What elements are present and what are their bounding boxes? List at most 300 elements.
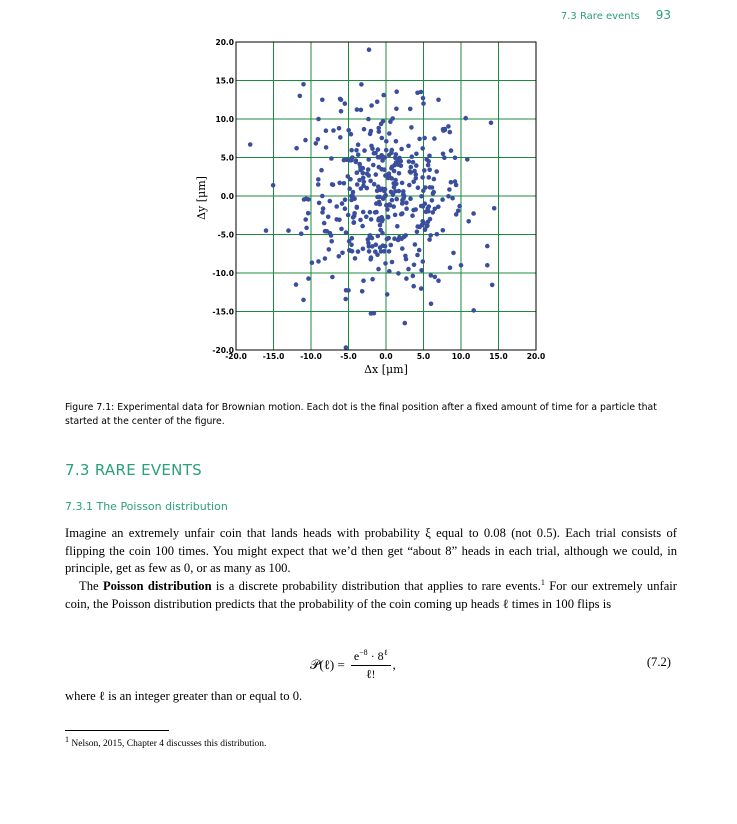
data-point bbox=[387, 249, 392, 254]
running-head-section: 7.3 Rare events bbox=[560, 11, 640, 22]
data-point bbox=[421, 221, 426, 226]
poisson-equation bbox=[310, 648, 396, 682]
data-point bbox=[338, 135, 343, 140]
data-point bbox=[419, 286, 424, 291]
x-axis-label: Δx [μm] bbox=[364, 363, 408, 376]
equation-trail: , bbox=[392, 657, 396, 672]
data-point bbox=[362, 148, 367, 153]
x-tick-labels bbox=[225, 352, 545, 361]
paragraph-2 bbox=[65, 578, 677, 613]
data-point bbox=[347, 239, 352, 244]
data-point bbox=[329, 156, 334, 161]
footnote-text: Nelson, 2015, Chapter 4 discusses this distribution. bbox=[69, 739, 267, 749]
footnote-reference[interactable]: 1 bbox=[540, 577, 545, 587]
data-point bbox=[286, 228, 291, 233]
num-exponent-2: ℓ bbox=[383, 648, 388, 657]
data-point bbox=[424, 210, 429, 215]
data-point bbox=[383, 173, 388, 178]
data-point bbox=[380, 243, 385, 248]
x-tick-label: -15.0 bbox=[262, 352, 285, 361]
data-point bbox=[376, 155, 381, 160]
data-point bbox=[414, 176, 419, 181]
data-point bbox=[446, 124, 451, 129]
data-point bbox=[457, 204, 462, 209]
data-point bbox=[391, 181, 396, 186]
data-point bbox=[441, 228, 446, 233]
data-point bbox=[427, 168, 432, 173]
data-point bbox=[329, 239, 334, 244]
data-point bbox=[392, 163, 397, 168]
data-point bbox=[301, 298, 306, 303]
data-point bbox=[394, 107, 399, 112]
data-point bbox=[422, 136, 427, 141]
data-point bbox=[421, 101, 426, 106]
data-point bbox=[337, 254, 342, 259]
data-point bbox=[489, 121, 494, 126]
data-point bbox=[369, 311, 374, 316]
data-point bbox=[404, 201, 409, 206]
data-point bbox=[352, 220, 357, 225]
data-point bbox=[330, 275, 335, 280]
data-point bbox=[408, 196, 413, 201]
data-point bbox=[368, 233, 373, 238]
data-point bbox=[492, 206, 497, 211]
data-point bbox=[407, 183, 412, 188]
data-point bbox=[294, 282, 299, 287]
data-point bbox=[410, 213, 415, 218]
data-point bbox=[346, 288, 351, 293]
footnote bbox=[65, 734, 267, 749]
data-point bbox=[354, 160, 359, 165]
paragraph-2-mid: is a discrete probability distribution that applies to rare events. bbox=[211, 579, 541, 593]
data-point bbox=[310, 260, 315, 265]
data-point bbox=[441, 152, 446, 157]
data-point bbox=[356, 142, 361, 147]
data-point bbox=[320, 194, 325, 199]
data-point bbox=[432, 177, 437, 182]
data-point bbox=[343, 297, 348, 302]
data-point bbox=[450, 196, 455, 201]
data-point bbox=[406, 144, 411, 149]
data-point bbox=[339, 109, 344, 114]
data-point bbox=[393, 213, 398, 218]
data-point bbox=[415, 224, 420, 229]
data-point bbox=[412, 263, 417, 268]
data-point bbox=[349, 198, 354, 203]
data-point bbox=[419, 194, 424, 199]
data-point bbox=[415, 229, 420, 234]
data-point bbox=[406, 267, 411, 272]
data-point bbox=[427, 175, 432, 180]
data-point bbox=[317, 201, 322, 206]
data-point bbox=[374, 172, 379, 177]
data-point bbox=[435, 232, 440, 237]
data-point bbox=[324, 128, 329, 133]
data-point bbox=[420, 175, 425, 180]
data-point bbox=[403, 233, 408, 238]
data-point bbox=[447, 187, 452, 192]
x-tick-label: 5.0 bbox=[416, 352, 431, 361]
y-axis-label: Δy [μm] bbox=[195, 176, 208, 220]
data-point bbox=[334, 204, 339, 209]
footnote-rule bbox=[65, 730, 169, 731]
data-point bbox=[456, 209, 461, 214]
data-point bbox=[377, 129, 382, 134]
data-point bbox=[322, 221, 327, 226]
data-point bbox=[389, 243, 394, 248]
num-base: e bbox=[353, 649, 360, 663]
data-point bbox=[337, 218, 342, 223]
y-tick-label: 5.0 bbox=[220, 153, 234, 163]
data-point bbox=[446, 194, 451, 199]
data-point bbox=[424, 157, 429, 162]
data-point bbox=[306, 276, 311, 281]
data-point bbox=[465, 157, 470, 162]
data-point bbox=[400, 181, 405, 186]
data-point bbox=[383, 194, 388, 199]
data-point bbox=[384, 148, 389, 153]
data-point bbox=[349, 194, 354, 199]
data-point bbox=[303, 138, 308, 143]
data-point bbox=[404, 206, 409, 211]
data-point bbox=[423, 185, 428, 190]
data-point bbox=[400, 246, 405, 251]
data-point bbox=[264, 228, 269, 233]
data-point bbox=[485, 244, 490, 249]
data-point bbox=[404, 276, 409, 281]
data-point bbox=[302, 197, 307, 202]
data-point bbox=[356, 249, 361, 254]
data-point bbox=[423, 227, 428, 232]
data-point bbox=[459, 263, 464, 268]
x-tick-label: -10.0 bbox=[300, 352, 322, 361]
data-point bbox=[346, 174, 351, 179]
x-tick-label: 15.0 bbox=[489, 352, 508, 361]
y-tick-label: -5.0 bbox=[217, 230, 234, 240]
data-point bbox=[355, 107, 360, 112]
data-point bbox=[396, 238, 401, 243]
data-point bbox=[399, 147, 404, 152]
data-point bbox=[383, 261, 388, 266]
data-point bbox=[343, 197, 348, 202]
data-point bbox=[328, 231, 333, 236]
data-point bbox=[394, 197, 399, 202]
data-point bbox=[382, 189, 387, 194]
data-point bbox=[366, 167, 371, 172]
chart-points bbox=[248, 47, 497, 349]
data-point bbox=[375, 253, 380, 258]
data-point bbox=[271, 183, 276, 188]
paragraph-1: Imagine an extremely unfair coin that lands heads with probability ξ equal to 0.08 (not 0.5). Each trial consists of flipping the coin 100 times. You might expect that we’d then get “about 8” heads in each trial, although we could, in principle, get as few as 0, or as many as 100. bbox=[65, 526, 677, 575]
data-point bbox=[316, 182, 321, 187]
data-point bbox=[323, 256, 328, 261]
data-point bbox=[400, 211, 405, 216]
data-point bbox=[354, 148, 359, 153]
data-point bbox=[471, 211, 476, 216]
data-point bbox=[316, 137, 321, 142]
data-point bbox=[340, 201, 345, 206]
data-point bbox=[345, 158, 350, 163]
x-tick-label: 10.0 bbox=[451, 352, 471, 361]
data-point bbox=[453, 156, 458, 161]
data-point bbox=[304, 226, 309, 231]
brownian-scatter-chart bbox=[0, 0, 737, 400]
data-point bbox=[376, 267, 381, 272]
y-tick-label: -10.0 bbox=[212, 269, 234, 278]
data-point bbox=[385, 237, 390, 242]
data-point bbox=[400, 201, 405, 206]
data-point bbox=[366, 117, 371, 122]
data-point bbox=[384, 139, 389, 144]
y-tick-label: -20.0 bbox=[212, 346, 234, 355]
data-point bbox=[347, 186, 352, 191]
data-point bbox=[306, 211, 311, 216]
y-tick-label: 20.0 bbox=[215, 38, 234, 47]
equation-lhs: 𝒫(ℓ) = bbox=[310, 657, 345, 672]
data-point bbox=[301, 82, 306, 87]
data-point bbox=[350, 249, 355, 254]
data-point bbox=[381, 93, 386, 98]
paragraph-2-start: The bbox=[79, 579, 103, 593]
data-point bbox=[361, 247, 366, 252]
data-point bbox=[342, 181, 347, 186]
data-point bbox=[340, 251, 345, 256]
data-point bbox=[353, 256, 358, 261]
data-point bbox=[372, 182, 377, 187]
data-point bbox=[427, 237, 432, 242]
data-point bbox=[441, 127, 446, 132]
data-point bbox=[422, 168, 427, 173]
y-tick-label: 10.0 bbox=[215, 115, 234, 124]
data-point bbox=[448, 265, 453, 270]
data-point bbox=[374, 242, 379, 247]
data-point bbox=[369, 144, 374, 149]
data-point bbox=[339, 227, 344, 232]
data-point bbox=[346, 128, 351, 133]
data-point bbox=[359, 186, 364, 191]
data-point bbox=[358, 218, 363, 223]
data-point bbox=[490, 283, 495, 288]
data-point bbox=[440, 197, 445, 202]
data-point bbox=[397, 156, 402, 161]
equation-fraction bbox=[351, 648, 391, 682]
data-point bbox=[380, 231, 385, 236]
data-point bbox=[298, 94, 303, 99]
data-point bbox=[414, 152, 419, 157]
data-point bbox=[371, 163, 376, 168]
data-point bbox=[411, 160, 416, 165]
data-point bbox=[367, 249, 372, 254]
data-point bbox=[359, 108, 364, 113]
data-point bbox=[471, 308, 476, 313]
data-point bbox=[355, 170, 360, 175]
data-point bbox=[397, 171, 402, 176]
data-point bbox=[390, 260, 395, 265]
data-point bbox=[314, 141, 319, 146]
data-point bbox=[408, 107, 413, 112]
data-point bbox=[410, 154, 415, 159]
subsection-title: 7.3.1 The Poisson distribution bbox=[65, 500, 228, 513]
paragraph-2-end: For our extremely unfair coin, the Poisson distribution predicts that the probability of the coin coming up heads ℓ times in 100 flips is bbox=[65, 579, 677, 611]
data-point bbox=[390, 116, 395, 121]
data-point bbox=[417, 248, 422, 253]
data-point bbox=[397, 189, 402, 194]
data-point bbox=[411, 284, 416, 289]
data-point bbox=[390, 198, 395, 203]
data-point bbox=[360, 224, 365, 229]
data-point bbox=[375, 100, 380, 105]
data-point bbox=[454, 183, 459, 188]
data-point bbox=[369, 217, 374, 222]
data-point bbox=[423, 201, 428, 206]
data-point bbox=[425, 223, 430, 228]
data-point bbox=[431, 190, 436, 195]
data-point bbox=[369, 129, 374, 134]
data-point bbox=[382, 167, 387, 172]
data-point bbox=[374, 210, 379, 215]
data-point bbox=[378, 202, 383, 207]
data-point bbox=[429, 302, 434, 307]
data-point bbox=[421, 96, 426, 101]
page-number: 93 bbox=[655, 8, 671, 22]
data-point bbox=[316, 259, 321, 264]
data-point bbox=[355, 205, 360, 210]
data-point bbox=[352, 214, 357, 219]
data-point bbox=[356, 152, 361, 157]
equation-number: (7.2) bbox=[646, 655, 671, 669]
data-point bbox=[396, 271, 401, 276]
data-point bbox=[379, 122, 384, 127]
data-point bbox=[367, 244, 372, 249]
data-point bbox=[448, 130, 453, 135]
num-exponent: −8 bbox=[359, 648, 368, 657]
data-point bbox=[303, 217, 308, 222]
data-point bbox=[403, 321, 408, 326]
section-title: 7.3 RARE EVENTS bbox=[65, 461, 202, 479]
data-point bbox=[416, 185, 421, 190]
data-point bbox=[386, 215, 391, 220]
x-tick-label: -5.0 bbox=[340, 352, 357, 361]
data-point bbox=[449, 148, 454, 153]
data-point bbox=[411, 208, 416, 213]
data-point bbox=[331, 128, 336, 133]
data-point bbox=[321, 206, 326, 211]
data-point bbox=[394, 89, 399, 94]
data-point bbox=[337, 126, 342, 131]
data-point bbox=[434, 169, 439, 174]
data-point bbox=[385, 292, 390, 297]
data-point bbox=[417, 137, 422, 142]
data-point bbox=[415, 253, 420, 258]
data-point bbox=[436, 205, 441, 210]
data-point bbox=[328, 199, 333, 204]
data-point bbox=[427, 154, 432, 159]
data-point bbox=[350, 155, 355, 160]
data-point bbox=[408, 169, 413, 174]
data-point bbox=[378, 188, 383, 193]
data-point bbox=[382, 249, 387, 254]
poisson-term: Poisson distribution bbox=[102, 579, 212, 593]
data-point bbox=[414, 163, 419, 168]
data-point bbox=[324, 145, 329, 150]
equation-denominator: ℓ! bbox=[365, 667, 376, 681]
data-point bbox=[339, 98, 344, 103]
data-point bbox=[331, 183, 336, 188]
data-point bbox=[428, 217, 433, 222]
data-point bbox=[387, 269, 392, 274]
data-point bbox=[395, 224, 400, 229]
data-point bbox=[419, 90, 424, 95]
data-point bbox=[433, 275, 438, 280]
data-point bbox=[389, 190, 394, 195]
data-point bbox=[316, 177, 321, 182]
x-tick-label: -20.0 bbox=[225, 352, 247, 361]
data-point bbox=[375, 195, 380, 200]
data-point bbox=[361, 166, 366, 171]
data-point bbox=[426, 163, 431, 168]
data-point bbox=[409, 165, 414, 170]
data-point bbox=[368, 179, 373, 184]
num-middle: · 8 bbox=[367, 649, 384, 663]
data-point bbox=[349, 148, 354, 153]
y-tick-label: 15.0 bbox=[215, 76, 234, 86]
data-point bbox=[413, 242, 418, 247]
y-tick-labels bbox=[212, 38, 234, 355]
data-point bbox=[376, 234, 381, 239]
data-point bbox=[346, 213, 351, 218]
data-point bbox=[294, 146, 299, 151]
data-point bbox=[343, 101, 348, 106]
data-point bbox=[385, 203, 390, 208]
data-point bbox=[420, 146, 425, 151]
y-tick-label: -15.0 bbox=[212, 307, 234, 317]
y-tick-label: 0.0 bbox=[220, 192, 234, 201]
data-point bbox=[361, 278, 366, 283]
data-point bbox=[337, 181, 342, 186]
x-tick-label: 0.0 bbox=[379, 352, 393, 361]
data-point bbox=[409, 125, 414, 130]
data-point bbox=[389, 176, 394, 181]
data-point bbox=[360, 289, 365, 294]
data-point bbox=[436, 98, 441, 103]
data-point bbox=[385, 207, 390, 212]
data-point bbox=[412, 169, 417, 174]
data-point bbox=[366, 157, 371, 162]
data-point bbox=[369, 255, 374, 260]
data-point bbox=[436, 278, 441, 283]
data-point bbox=[369, 103, 374, 108]
data-point bbox=[327, 247, 332, 252]
data-point bbox=[344, 230, 349, 235]
data-point bbox=[349, 132, 354, 137]
data-point bbox=[466, 219, 471, 224]
data-point bbox=[357, 162, 362, 167]
data-point bbox=[362, 180, 367, 185]
equation-numerator bbox=[351, 648, 391, 666]
data-point bbox=[316, 117, 321, 122]
data-point bbox=[359, 82, 364, 87]
data-point bbox=[368, 210, 373, 215]
data-point bbox=[380, 136, 385, 141]
data-point bbox=[430, 198, 435, 203]
data-point bbox=[485, 263, 490, 268]
data-point bbox=[357, 178, 362, 183]
data-point bbox=[429, 273, 434, 278]
data-point bbox=[402, 194, 407, 199]
data-point bbox=[367, 47, 372, 52]
data-point bbox=[390, 148, 395, 153]
data-point bbox=[463, 116, 468, 121]
